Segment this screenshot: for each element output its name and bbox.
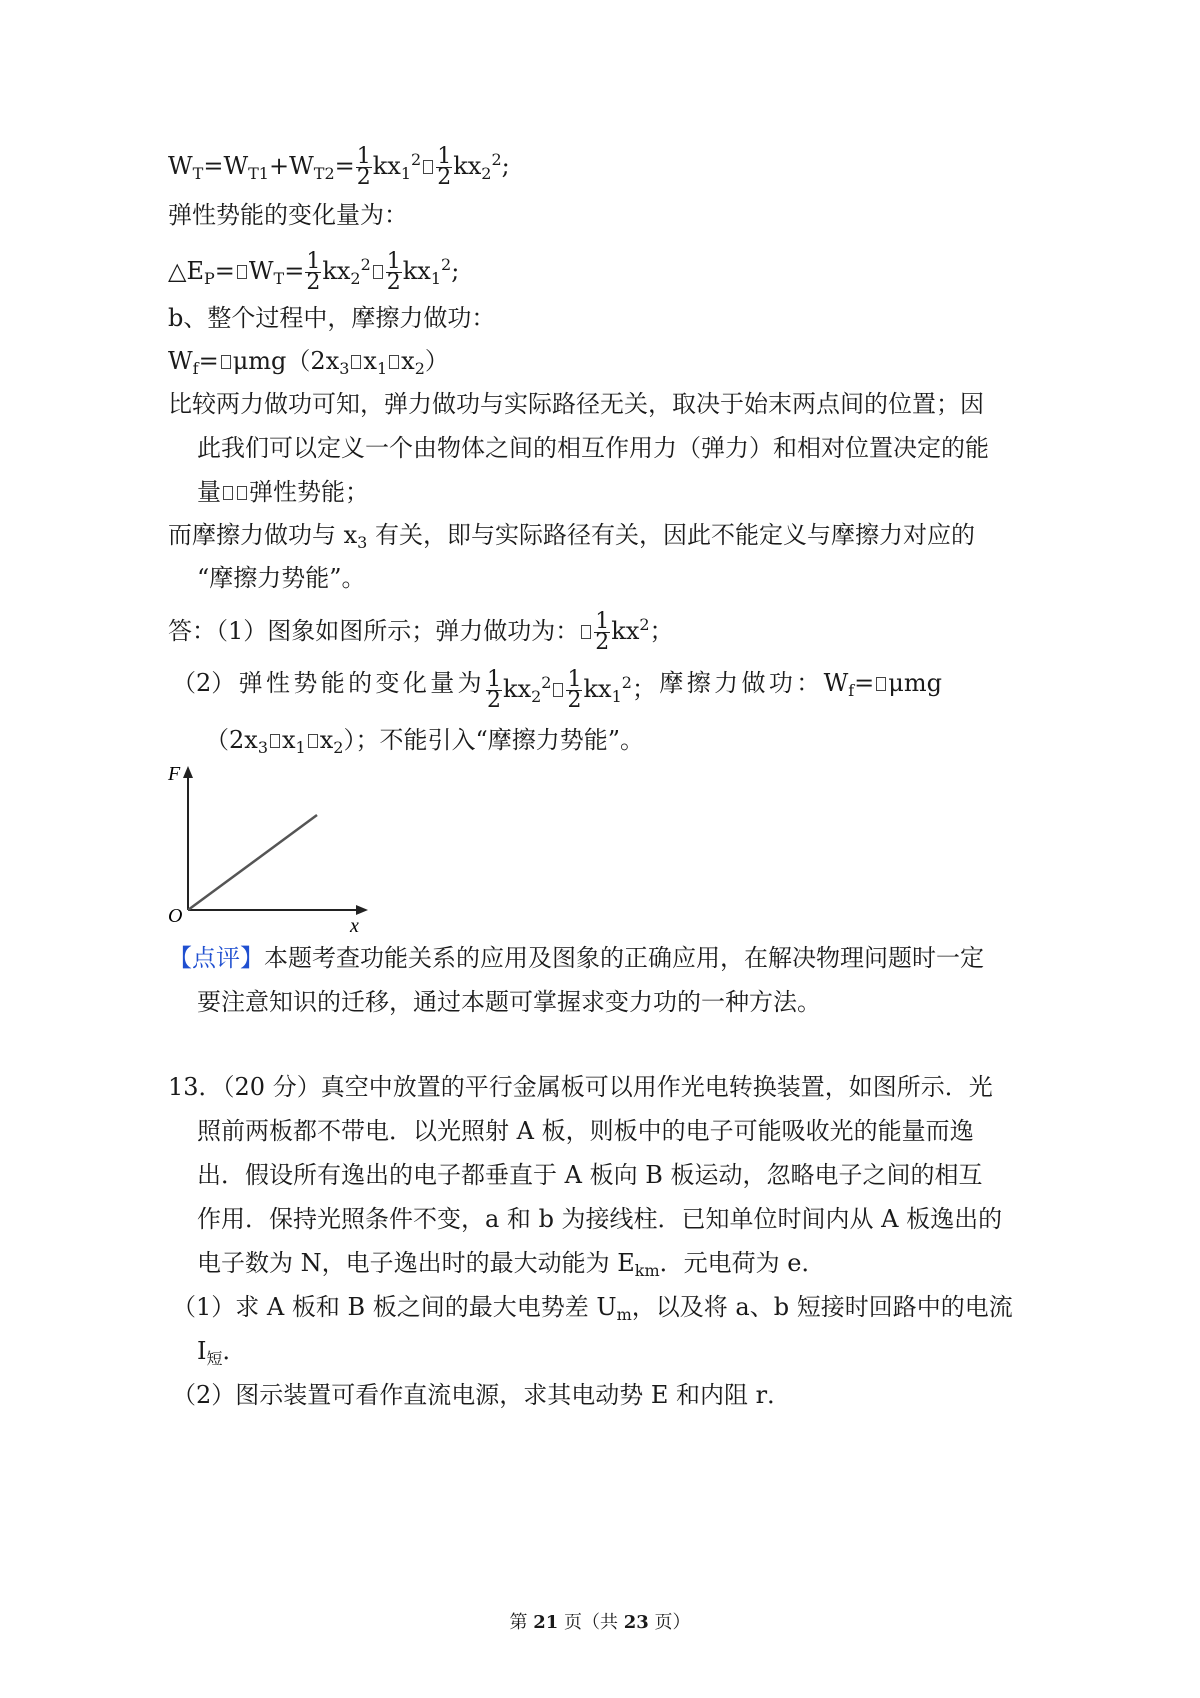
missing-glyph-box [373,265,383,279]
fraction: $\frac{1}{2}$ [487,667,502,713]
missing-glyph-box [237,486,247,500]
equation-potential-change: $\triangle E_P= W_T=$ $\frac{1}{2}$ $kx_2^2$ $\frac{1}{2}$ $kx_1^2$; [168,249,460,295]
fraction: $\frac{1}{2}$ [567,667,582,713]
question-13-line: 作用．保持光照条件不变，a 和 b 为接线柱．已知单位时间内从 A 板逸出的 [197,1205,1003,1233]
y-axis-label: F [168,763,181,785]
missing-glyph-box [553,683,563,697]
question-13-line: 13．（20 分）真空中放置的平行金属板可以用作光电转换装置，如图所示．光 [168,1073,993,1101]
x-axis-arrow-icon [356,905,368,915]
fraction: $\frac{1}{2}$ [386,249,401,295]
missing-glyph-box [351,355,361,369]
missing-glyph-box [581,625,591,639]
question-13-line: 出．假设所有逸出的电子都垂直于 A 板向 B 板运动，忽略电子之间的相互 [197,1161,983,1189]
question-13-part-1: （1）求 A 板和 B 板之间的最大电势差 $U_m$，以及将 a、b 短接时回路中的电流 [172,1293,1013,1324]
text-line: 弹性势能的变化量为： [168,201,408,229]
comment-tag: 【点评】 [168,944,264,972]
origin-label: O [168,905,183,927]
paragraph-line: “摩擦力势能”。 [197,564,366,592]
paragraph-line: 量 弹性势能； [197,478,369,506]
fraction: $\frac{1}{2}$ [437,144,452,190]
paragraph-line: 比较两力做功可知，弹力做功与实际路径无关，取决于始末两点间的位置；因 [168,390,984,418]
question-13-part-2: （2）图示装置可看作直流电源，求其电动势 E 和内阻 r． [172,1381,792,1409]
x-axis-label: x [350,915,359,937]
question-13-line: 电子数为 N，电子逸出时的最大动能为 $E_{km}$．元电荷为 e． [197,1249,826,1280]
page-footer: 第 21 页（共 23 页） [509,1612,691,1633]
fraction: $\frac{1}{2}$ [356,144,371,190]
fraction: $\frac{1}{2}$ [595,609,610,655]
comment-continued: 要注意知识的迁移，通过本题可掌握求变力功的一种方法。 [197,988,821,1016]
missing-glyph-box [237,265,247,279]
paragraph-line: 而摩擦力做功与 $x_3$ 有关，即与实际路径有关，因此不能定义与摩擦力对应的 [168,521,975,552]
force-displacement-graph [160,760,380,940]
missing-glyph-box [308,734,318,748]
answer-part-2-continued: （$2x_3$ $x_1$ $x_2$）；不能引入“摩擦力势能”。 [205,726,645,757]
missing-glyph-box [221,355,231,369]
question-13-line: 照前两板都不带电．以光照射 A 板，则板中的电子可能吸收光的能量而逸 [197,1117,974,1145]
fraction: $\frac{1}{2}$ [306,249,321,295]
missing-glyph-box [423,160,433,174]
text-line: b、整个过程中，摩擦力做功： [168,304,496,332]
missing-glyph-box [876,677,886,691]
equation-work-total: $W_T=W_{T1}+W_{T2}=$ $\frac{1}{2}$ $kx_1^2$ $\frac{1}{2}$ $kx_2^2$; [168,144,510,190]
answer-part-2: （2） 弹 性 势 能 的 变 化 量 为 $\frac{1}{2}$ $kx_2^2$ $\frac{1}{2}$ $kx_1^2$； 摩 擦 力 做 功 ： $W_f= \mu mg$ [172,667,942,713]
comment: 【点评】本题考查功能关系的应用及图象的正确应用，在解决物理问题时一定 [168,944,984,972]
equation-friction-work: $W_f= \mu mg(2x_3$ $x_1$ $x_2$） [168,347,449,378]
answer-part-1: 答：（1）图象如图所示；弹力做功为： $\frac{1}{2}$ $kx^2$； [168,609,674,655]
paragraph-line: 此我们可以定义一个由物体之间的相互作用力（弹力）和相对位置决定的能 [197,434,989,462]
question-13-part-1-continued: $I_短$． [197,1337,247,1368]
force-line [188,815,317,910]
y-axis-arrow-icon [183,766,193,778]
missing-glyph-box [223,486,233,500]
missing-glyph-box [389,355,399,369]
missing-glyph-box [270,734,280,748]
